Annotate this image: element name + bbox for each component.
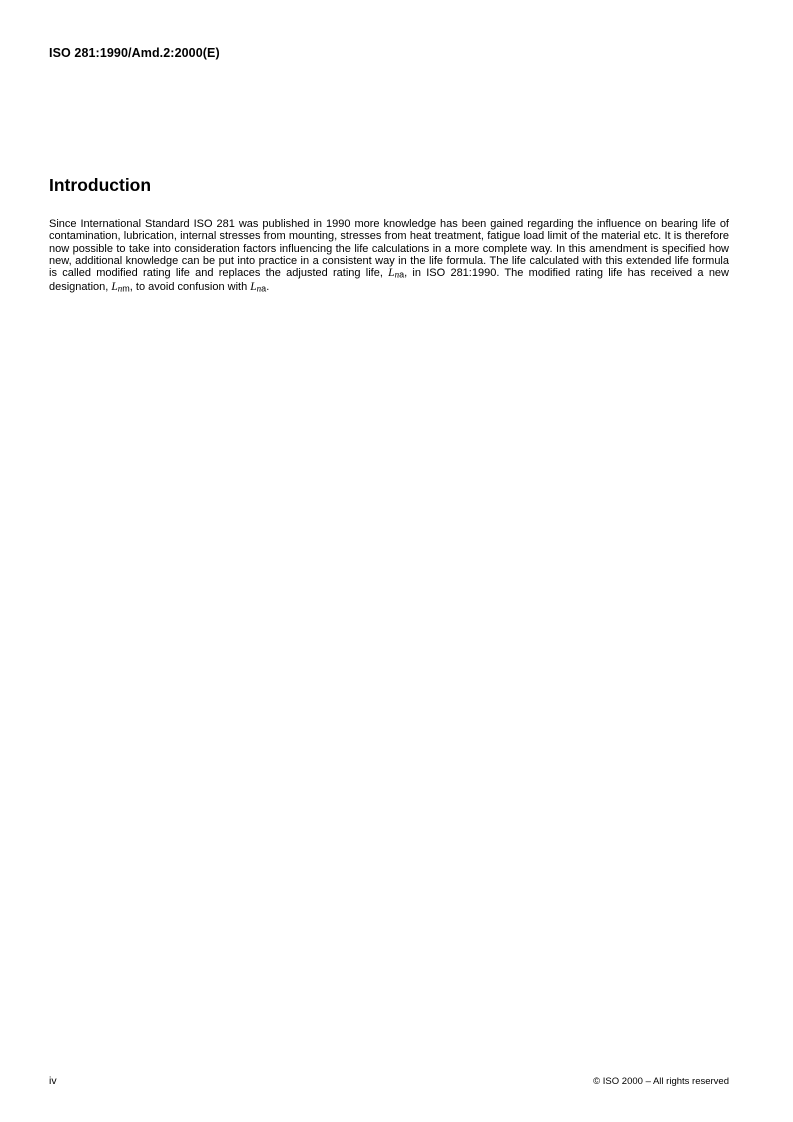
paragraph-text-part-3: , to avoid confusion with [129, 280, 251, 293]
copyright-notice: © ISO 2000 – All rights reserved [593, 1076, 729, 1087]
paragraph-text-part-4: . [266, 280, 270, 293]
symbol-l-nm: Lnm [111, 280, 130, 294]
section-title: Introduction [49, 175, 152, 195]
introduction-paragraph [49, 218, 729, 295]
symbol-l-na-second: Lna [250, 280, 267, 294]
paragraph-text-part-2: , in ISO 281:1990. The modified rating life has received a new designation, [49, 267, 729, 293]
document-id-header: ISO 281:1990/Amd.2:2000(E) [49, 46, 220, 60]
symbol-l-na: Lna [388, 267, 405, 280]
paragraph-text-part-1: Since International Standard ISO 281 was published in 1990 more knowledge has been gained regarding the influence on bearing life of contamination, lubrication, internal stresses from mounting, stresses from heat treatment, fatigue load limit of the material etc. It is therefore now possible to take into consideration factors influencing the life calculations in a more complete way. In this amendment is specified how new, additional knowledge can be put into practice in a consistent way in the life formula. The life calculated with this extended life formula is called modified rating life and replaces the adjusted rating life, [49, 218, 729, 280]
page-number: iv [49, 1075, 57, 1087]
